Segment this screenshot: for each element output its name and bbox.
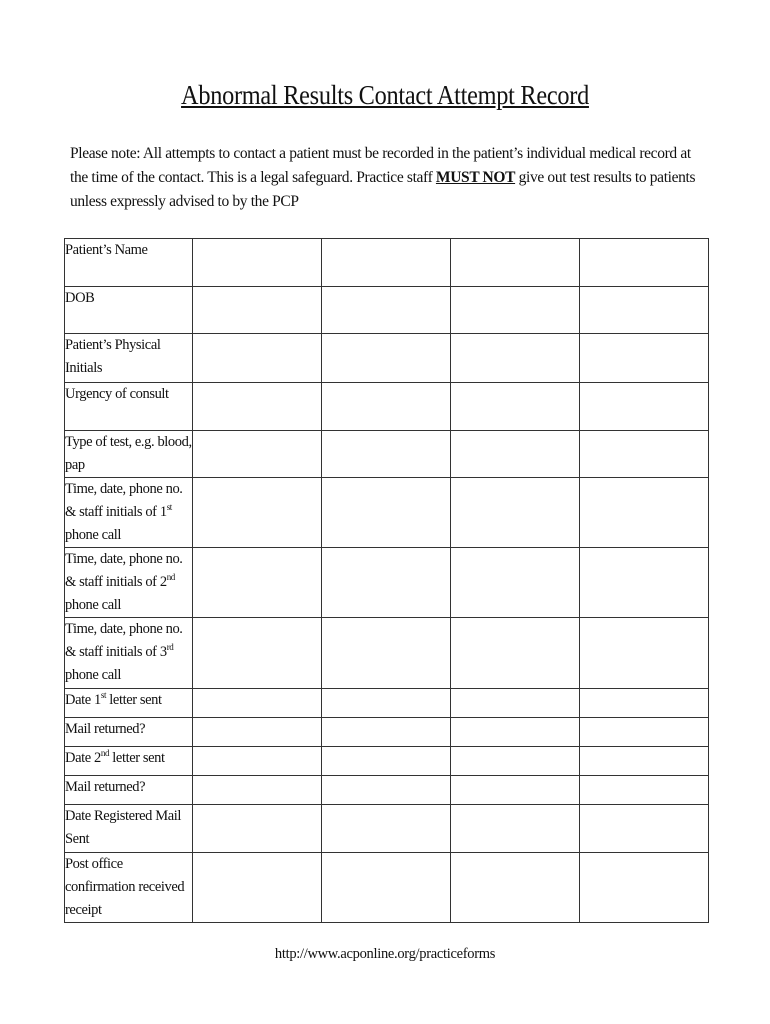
footer-url: http://www.acponline.org/practiceforms — [274, 946, 496, 962]
row-label-test-type: Type of test, e.g. blood, pap — [65, 431, 193, 478]
entry-cell[interactable] — [451, 805, 580, 853]
entry-cell[interactable] — [322, 718, 451, 747]
entry-cell[interactable] — [193, 689, 322, 718]
note-emphasis: MUST NOT — [435, 169, 516, 186]
entry-cell[interactable] — [451, 478, 580, 548]
entry-cell[interactable] — [193, 239, 322, 287]
table-row — [65, 618, 709, 689]
note-text-start: Please note: All attempts to contact a patient must be recorded in the patient’s individual medical record at the time of the contact. This is a legal safeguard. Practice staff — [70, 145, 691, 186]
entry-cell[interactable] — [193, 618, 322, 689]
table-row — [65, 334, 709, 383]
row-label-second-letter: Date 2nd letter sent — [65, 747, 193, 776]
entry-cell[interactable] — [193, 478, 322, 548]
table-row — [65, 431, 709, 478]
entry-cell[interactable] — [322, 478, 451, 548]
entry-cell[interactable] — [451, 776, 580, 805]
entry-cell[interactable] — [322, 747, 451, 776]
entry-cell[interactable] — [451, 718, 580, 747]
entry-cell[interactable] — [580, 334, 709, 383]
entry-cell[interactable] — [193, 805, 322, 853]
entry-cell[interactable] — [193, 334, 322, 383]
entry-cell[interactable] — [322, 689, 451, 718]
entry-cell[interactable] — [322, 618, 451, 689]
table-row — [65, 548, 709, 618]
entry-cell[interactable] — [193, 287, 322, 334]
row-label-registered-mail: Date Registered Mail Sent — [65, 805, 193, 853]
page-title: Abnormal Results Contact Attempt Record — [181, 80, 589, 110]
entry-cell[interactable] — [451, 689, 580, 718]
entry-cell[interactable] — [322, 334, 451, 383]
entry-cell[interactable] — [322, 805, 451, 853]
entry-cell[interactable] — [322, 239, 451, 287]
row-label-first-letter: Date 1st letter sent — [65, 689, 193, 718]
entry-cell[interactable] — [580, 431, 709, 478]
table-row — [65, 478, 709, 548]
row-label-patient-name: Patient’s Name — [65, 239, 193, 287]
entry-cell[interactable] — [451, 548, 580, 618]
table-row — [65, 287, 709, 334]
table-row — [65, 718, 709, 747]
entry-cell[interactable] — [580, 853, 709, 923]
table-row — [65, 776, 709, 805]
entry-cell[interactable] — [580, 239, 709, 287]
table-row — [65, 805, 709, 853]
entry-cell[interactable] — [193, 718, 322, 747]
row-label-third-call: Time, date, phone no. & staff initials of 3rd phone call — [65, 618, 193, 689]
entry-cell[interactable] — [580, 618, 709, 689]
entry-cell[interactable] — [193, 383, 322, 431]
entry-cell[interactable] — [451, 747, 580, 776]
entry-cell[interactable] — [193, 431, 322, 478]
entry-cell[interactable] — [193, 548, 322, 618]
entry-cell[interactable] — [322, 383, 451, 431]
entry-cell[interactable] — [580, 287, 709, 334]
row-label-po-confirmation: Post office confirmation received receipt — [65, 853, 193, 923]
entry-cell[interactable] — [451, 853, 580, 923]
entry-cell[interactable] — [580, 383, 709, 431]
legal-note — [70, 142, 708, 214]
contact-attempt-table — [64, 238, 709, 923]
entry-cell[interactable] — [580, 718, 709, 747]
row-label-mail-returned-2: Mail returned? — [65, 776, 193, 805]
note-text-end: give out test results to patients unless expressly advised to by the PCP — [70, 169, 696, 210]
table-row — [65, 383, 709, 431]
entry-cell[interactable] — [451, 431, 580, 478]
table-row — [65, 689, 709, 718]
entry-cell[interactable] — [580, 747, 709, 776]
entry-cell[interactable] — [322, 853, 451, 923]
row-label-mail-returned-1: Mail returned? — [65, 718, 193, 747]
entry-cell[interactable] — [451, 334, 580, 383]
table-row — [65, 239, 709, 287]
entry-cell[interactable] — [451, 618, 580, 689]
entry-cell[interactable] — [193, 853, 322, 923]
entry-cell[interactable] — [193, 747, 322, 776]
entry-cell[interactable] — [580, 805, 709, 853]
entry-cell[interactable] — [322, 431, 451, 478]
entry-cell[interactable] — [451, 287, 580, 334]
entry-cell[interactable] — [322, 776, 451, 805]
entry-cell[interactable] — [193, 776, 322, 805]
table-row — [65, 747, 709, 776]
row-label-second-call: Time, date, phone no. & staff initials of 2nd phone call — [65, 548, 193, 618]
row-label-dob: DOB — [65, 287, 193, 334]
row-label-urgency: Urgency of consult — [65, 383, 193, 431]
entry-cell[interactable] — [580, 478, 709, 548]
row-label-first-call: Time, date, phone no. & staff initials of 1st phone call — [65, 478, 193, 548]
entry-cell[interactable] — [322, 548, 451, 618]
entry-cell[interactable] — [451, 383, 580, 431]
table-row — [65, 853, 709, 923]
entry-cell[interactable] — [451, 239, 580, 287]
entry-cell[interactable] — [580, 776, 709, 805]
entry-cell[interactable] — [580, 548, 709, 618]
entry-cell[interactable] — [580, 689, 709, 718]
row-label-physical-initials: Patient’s Physical Initials — [65, 334, 193, 383]
entry-cell[interactable] — [322, 287, 451, 334]
